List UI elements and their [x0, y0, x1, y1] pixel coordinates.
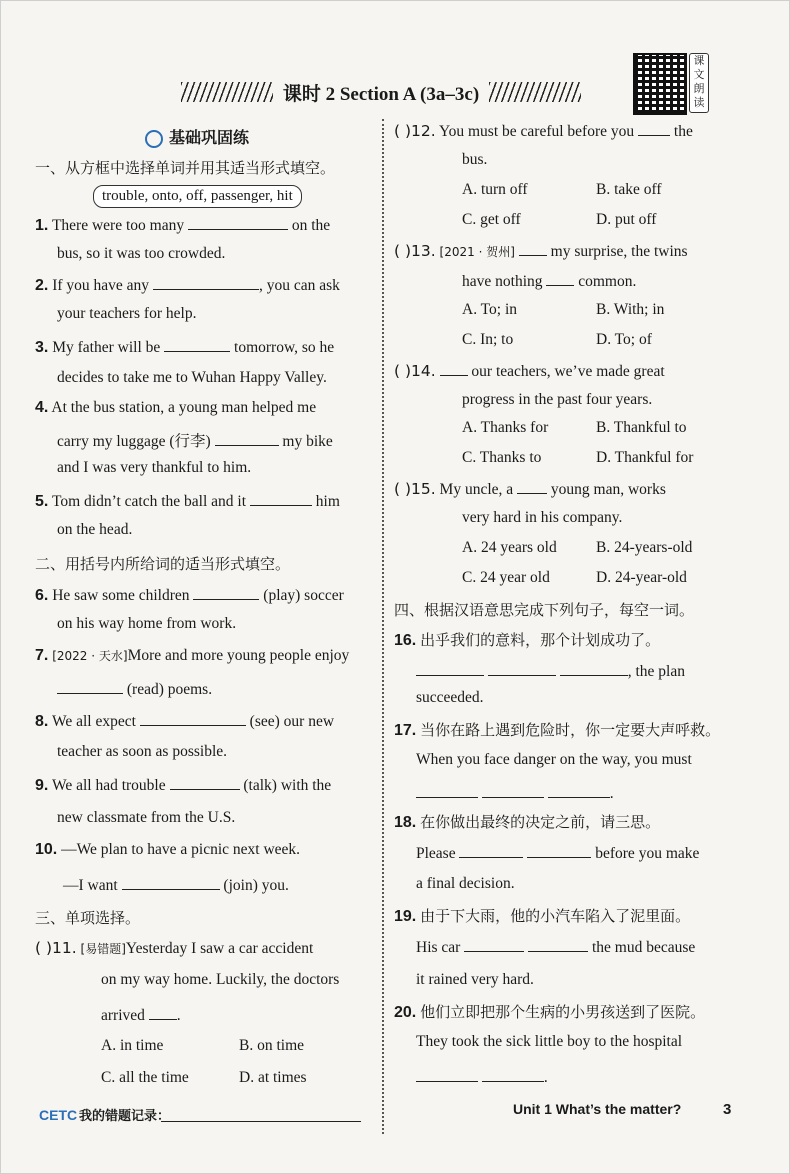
q10-text: —We plan to have a picnic next week. [61, 841, 301, 858]
q6 [35, 585, 344, 605]
part1-title: 一、从方框中选择单词并用其适当形式填空。 [35, 159, 336, 177]
part3-title: 三、单项选择。 [35, 909, 141, 927]
q9 [35, 775, 331, 795]
q17-number: 17. [394, 722, 417, 739]
q14-opt-d[interactable]: D. Thankful for [596, 449, 694, 466]
q16-line2 [416, 661, 685, 681]
q12-opt-c[interactable]: C. get off [462, 211, 521, 228]
q18 [394, 811, 660, 832]
q1-text: There were too many [51, 217, 185, 234]
q4-text: At the bus station, a young man helped me [51, 399, 317, 416]
q14-opt-c[interactable]: C. Thanks to [462, 449, 542, 466]
q8-number: 8. [35, 713, 49, 730]
qr-label: 课文朗读 [689, 53, 709, 113]
q4-text3: my bike [282, 433, 333, 450]
q17-blank2[interactable] [482, 783, 544, 798]
q11-line2: on my way home. Luckily, the doctors [101, 971, 340, 988]
q4-blank[interactable] [215, 431, 279, 446]
q2 [35, 275, 340, 295]
q5-line2: on the head. [57, 521, 133, 538]
q15-number[interactable]: ( )15. [394, 480, 436, 498]
q19-text3: the mud because [591, 939, 696, 956]
q7-blank[interactable] [57, 679, 123, 694]
q1-line2: bus, so it was too crowded. [57, 245, 226, 262]
q20-number: 20. [394, 1004, 417, 1021]
q3-line2: decides to take me to Wuhan Happy Valley. [57, 369, 327, 386]
q19-text2: His car [416, 939, 461, 956]
q12-line2: bus. [462, 151, 488, 168]
q13-opt-d[interactable]: D. To; of [596, 331, 652, 348]
q18-blank1[interactable] [459, 843, 523, 858]
q14-opt-b[interactable]: B. Thankful to [596, 419, 687, 436]
q19-blank2[interactable] [528, 937, 588, 952]
unit-title: Unit 1 What’s the matter? [513, 1101, 682, 1117]
q3-blank[interactable] [164, 337, 230, 352]
part4-title: 四、根据汉语意思完成下列句子，每空一词。 [394, 601, 695, 619]
q19-blank1[interactable] [464, 937, 524, 952]
q12-number[interactable]: ( )12. [394, 122, 436, 140]
q18-line3: a final decision. [416, 875, 515, 892]
q2-number: 2. [35, 277, 49, 294]
q13-opt-a[interactable]: A. To; in [462, 301, 518, 318]
q8-line2: teacher as soon as possible. [57, 743, 228, 760]
q18-text3: before you make [595, 845, 700, 862]
section-title [145, 125, 249, 148]
q11-number[interactable]: ( )11. [35, 939, 77, 957]
q15-opt-b[interactable]: B. 24-years-old [596, 539, 693, 556]
q6-blank[interactable] [193, 585, 259, 600]
q7-line2 [57, 679, 212, 699]
q19-text: 由于下大雨，他的小汽车陷入了泥里面。 [420, 907, 691, 925]
q3-text2: tomorrow, so he [234, 339, 335, 356]
q3 [35, 337, 334, 357]
q14-line2: progress in the past four years. [462, 391, 653, 408]
q15-text: My uncle, a [439, 481, 514, 498]
lesson-header [161, 75, 601, 109]
q18-text: 在你做出最终的决定之前，请三思。 [420, 813, 661, 831]
q9-text2: (talk) with the [243, 777, 332, 794]
q12-opt-a[interactable]: A. turn off [462, 181, 528, 198]
q4-number: 4. [35, 399, 49, 416]
mistake-record-line[interactable] [161, 1121, 361, 1122]
q13-opt-b[interactable]: B. With; in [596, 301, 665, 318]
q14-text: our teachers, we’ve made great [471, 363, 665, 380]
q20-line2: They took the sick little boy to the hospital [416, 1033, 683, 1050]
q17-blank1[interactable] [416, 783, 478, 798]
q20-blank1[interactable] [416, 1067, 478, 1082]
q19-line3: it rained very hard. [416, 971, 534, 988]
q18-text2: Please [416, 845, 456, 862]
q10 [35, 841, 300, 859]
q6-line2: on his way home from work. [57, 615, 237, 632]
q12 [394, 121, 693, 141]
q8-blank[interactable] [140, 711, 246, 726]
q2-text: If you have any [52, 277, 150, 294]
q17-line2: When you face danger on the way, you must [416, 751, 692, 768]
q13-line2 [462, 271, 636, 291]
page-number: 3 [723, 1101, 732, 1118]
q6-text: He saw some children [52, 587, 190, 604]
header-hatch-right [489, 82, 581, 102]
q10-blank[interactable] [122, 875, 220, 890]
q7-text2: (read) poems. [126, 681, 213, 698]
q2-text2: , you can ask [258, 277, 340, 294]
q16-text: 出乎我们的意料，那个计划成功了。 [420, 631, 661, 649]
q7-text: More and more young people enjoy [127, 647, 350, 664]
word-box: trouble, onto, off, passenger, hit [93, 185, 302, 208]
q3-number: 3. [35, 339, 49, 356]
q11-text: Yesterday I saw a car accident [125, 940, 314, 957]
q20-blank2[interactable] [482, 1067, 544, 1082]
q16-blank3[interactable] [560, 661, 628, 676]
q1 [35, 215, 330, 235]
q11-opt-c[interactable]: C. all the time [101, 1069, 189, 1086]
q11-blank[interactable] [149, 1005, 177, 1020]
q2-blank[interactable] [153, 275, 259, 290]
q12-text2: the [673, 123, 693, 140]
q17-line3: . [416, 783, 614, 803]
q12-text: You must be careful before you [438, 123, 635, 140]
q20-line3: . [416, 1067, 548, 1087]
q18-blank2[interactable] [527, 843, 591, 858]
q14 [394, 361, 665, 381]
q18-line2 [416, 843, 699, 863]
q16-line3: succeeded. [416, 689, 484, 706]
q16-blank2[interactable] [488, 661, 556, 676]
q9-blank[interactable] [170, 775, 240, 790]
q1-number: 1. [35, 217, 49, 234]
q15-opt-d[interactable]: D. 24-year-old [596, 569, 687, 586]
q5-number: 5. [35, 493, 49, 510]
q16-number: 16. [394, 632, 417, 649]
q13-blank1[interactable] [519, 241, 547, 256]
q1-blank[interactable] [188, 215, 288, 230]
q18-number: 18. [394, 814, 417, 831]
q16-text2: , the plan [627, 663, 685, 680]
q12-opt-d[interactable]: D. put off [596, 211, 657, 228]
q15-text2: young man, works [550, 481, 666, 498]
q14-opt-a[interactable]: A. Thanks for [462, 419, 549, 436]
q19-number: 19. [394, 908, 417, 925]
header-hatch-left [181, 82, 273, 102]
q19 [394, 905, 690, 926]
q15-line2: very hard in his company. [462, 509, 623, 526]
q4-line3: and I was very thankful to him. [57, 459, 252, 476]
q7 [35, 647, 349, 665]
q13-text3: common. [578, 273, 637, 290]
q11-line3: arrived . [101, 1007, 181, 1024]
brand-logo: CETC [39, 1107, 78, 1123]
mistake-record-label: 我的错题记录： [79, 1109, 171, 1124]
q5 [35, 491, 340, 511]
q16 [394, 629, 660, 650]
q5-blank[interactable] [250, 491, 312, 506]
q20 [394, 1001, 705, 1022]
part2-title: 二、用括号内所给词的适当形式填空。 [35, 555, 291, 573]
q10-text2: —I want [63, 877, 118, 894]
q6-text2: (play) soccer [263, 587, 344, 604]
q11-opt-a[interactable]: A. in time [101, 1037, 164, 1054]
q11 [35, 939, 313, 958]
q17-blank3[interactable] [548, 783, 610, 798]
q16-blank1[interactable] [416, 661, 484, 676]
q10-text3: (join) you. [223, 877, 289, 894]
q11-opt-b[interactable]: B. on time [239, 1037, 305, 1054]
q15-opt-a[interactable]: A. 24 years old [462, 539, 557, 556]
q4 [35, 399, 316, 417]
lesson-title: 课时 2 Section A (3a–3c) [282, 83, 480, 105]
q11-opt-d[interactable]: D. at times [239, 1069, 307, 1086]
q9-number: 9. [35, 777, 49, 794]
column-divider [382, 119, 384, 1134]
q4-line2 [57, 429, 333, 451]
q8-text2: (see) our new [249, 713, 335, 730]
q15-blank[interactable] [517, 479, 547, 494]
q5-text2: him [315, 493, 340, 510]
q10-line2 [63, 875, 289, 895]
section-title-text: 基础巩固练 [169, 128, 250, 147]
q3-text: My father will be [52, 339, 161, 356]
q4-text2: carry my luggage (行李) [57, 433, 211, 450]
q8 [35, 711, 334, 731]
q13-text: my surprise, the twins [550, 243, 688, 260]
q20-text: 他们立即把那个生病的小男孩送到了医院。 [420, 1003, 706, 1021]
q13-text2: have nothing [462, 273, 543, 290]
q10-number: 10. [35, 841, 58, 858]
q14-blank[interactable] [440, 361, 468, 376]
q17 [394, 719, 720, 740]
pen-icon [145, 130, 163, 148]
q13-opt-c[interactable]: C. In; to [462, 331, 514, 348]
q9-text: We all had trouble [51, 777, 166, 794]
q7-tag: [2022 · 天水] [52, 649, 128, 663]
q11-text3: arrived [101, 1007, 145, 1024]
q15-opt-c[interactable]: C. 24 year old [462, 569, 550, 586]
qr-code-icon[interactable] [633, 53, 687, 115]
q12-opt-b[interactable]: B. take off [596, 181, 662, 198]
q13 [394, 241, 688, 261]
q15 [394, 479, 666, 499]
q13-number[interactable]: ( )13. [394, 242, 436, 260]
q14-number[interactable]: ( )14. [394, 362, 436, 380]
q11-tag: [易错题] [80, 942, 126, 956]
q2-line2: your teachers for help. [57, 305, 197, 322]
q13-blank2[interactable] [546, 271, 574, 286]
q12-blank[interactable] [638, 121, 670, 136]
q5-text: Tom didn’t catch the ball and it [51, 493, 247, 510]
q8-text: We all expect [51, 713, 136, 730]
q17-text: 当你在路上遇到危险时，你一定要大声呼救。 [420, 721, 721, 739]
q1-text2: on the [291, 217, 331, 234]
q19-line2 [416, 937, 695, 957]
q9-line2: new classmate from the U.S. [57, 809, 236, 826]
q7-number: 7. [35, 647, 49, 664]
q13-tag: [2021 · 贺州] [439, 245, 515, 259]
q6-number: 6. [35, 587, 49, 604]
